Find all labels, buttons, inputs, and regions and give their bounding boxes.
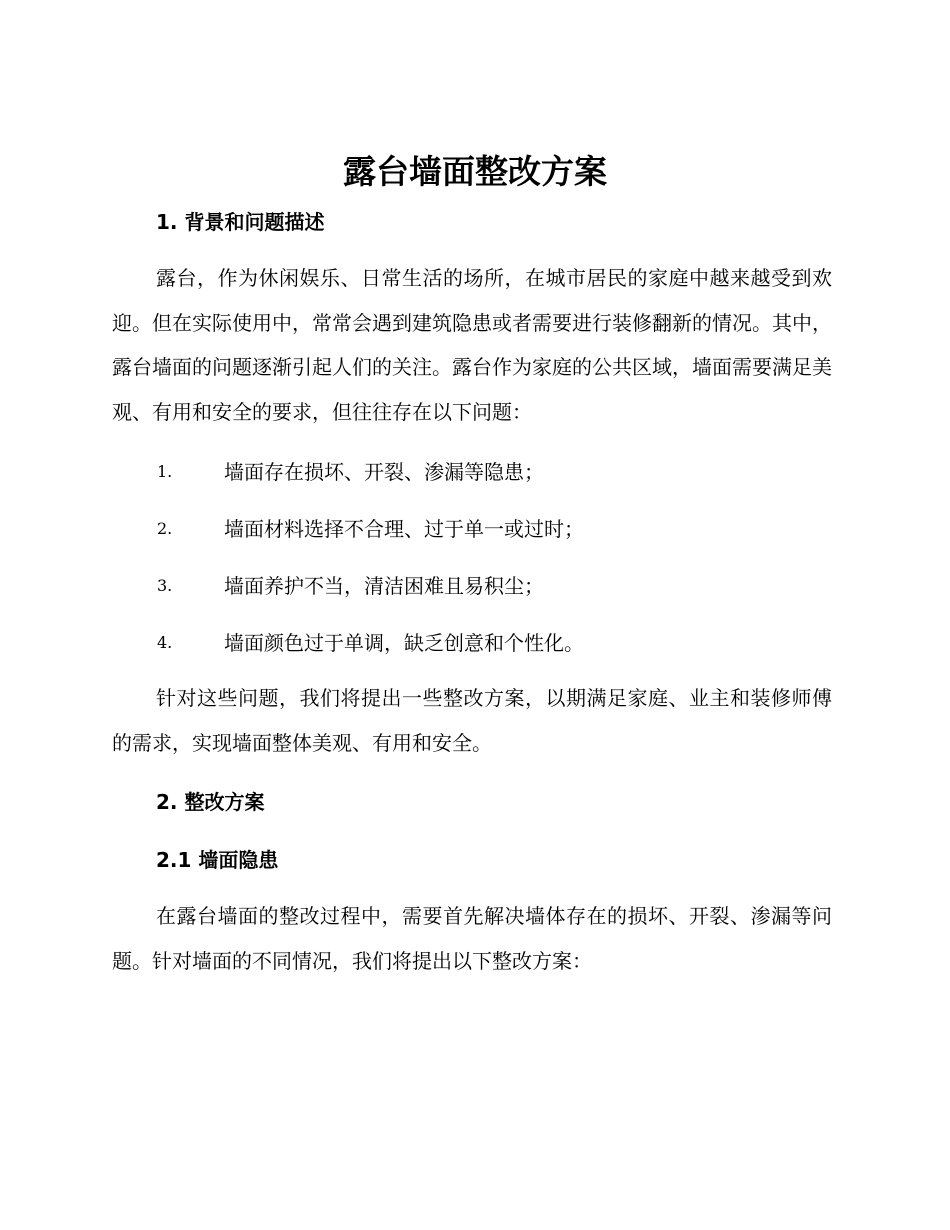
section-2-1-paragraph: 在露台墙面的整改过程中，需要首先解决墙体存在的损坏、开裂、渗漏等问题。针对墙面的不同情况，我们将提出以下整改方案：: [112, 904, 832, 973]
section-1-conclusion-paragraph: 针对这些问题，我们将提出一些整改方案，以期满足家庭、业主和装修师傅的需求，实现墙面整体美观、有用和安全。: [112, 686, 832, 755]
section-2-heading: 2. 整改方案: [156, 790, 265, 814]
section-2-1-heading: 2.1 墙面隐患: [156, 848, 279, 872]
list-item-number: 1.: [157, 462, 173, 481]
list-item-number: 3.: [157, 576, 173, 595]
list-item-text: 墙面材料选择不合理、过于单一或过时；: [224, 517, 584, 541]
list-item-text: 墙面养护不当，清洁困难且易积尘；: [224, 574, 544, 598]
list-item-number: 4.: [157, 633, 173, 652]
list-item-text: 墙面存在损坏、开裂、渗漏等隐患；: [224, 460, 544, 484]
list-item-number: 2.: [157, 519, 173, 538]
section-1-intro-paragraph: 露台，作为休闲娱乐、日常生活的场所，在城市居民的家庭中越来越受到欢迎。但在实际使用中，常常会遇到建筑隐患或者需要进行装修翻新的情况。其中，露台墙面的问题逐渐引起人们的关注。露台作为家庭的公共区域，墙面需要满足美观、有用和安全的要求，但往往存在以下问题：: [112, 266, 832, 424]
section-1-heading: 1. 背景和问题描述: [156, 210, 325, 234]
document-title: 露台墙面整改方案: [343, 152, 607, 191]
list-item-text: 墙面颜色过于单调，缺乏创意和个性化。: [224, 631, 584, 655]
